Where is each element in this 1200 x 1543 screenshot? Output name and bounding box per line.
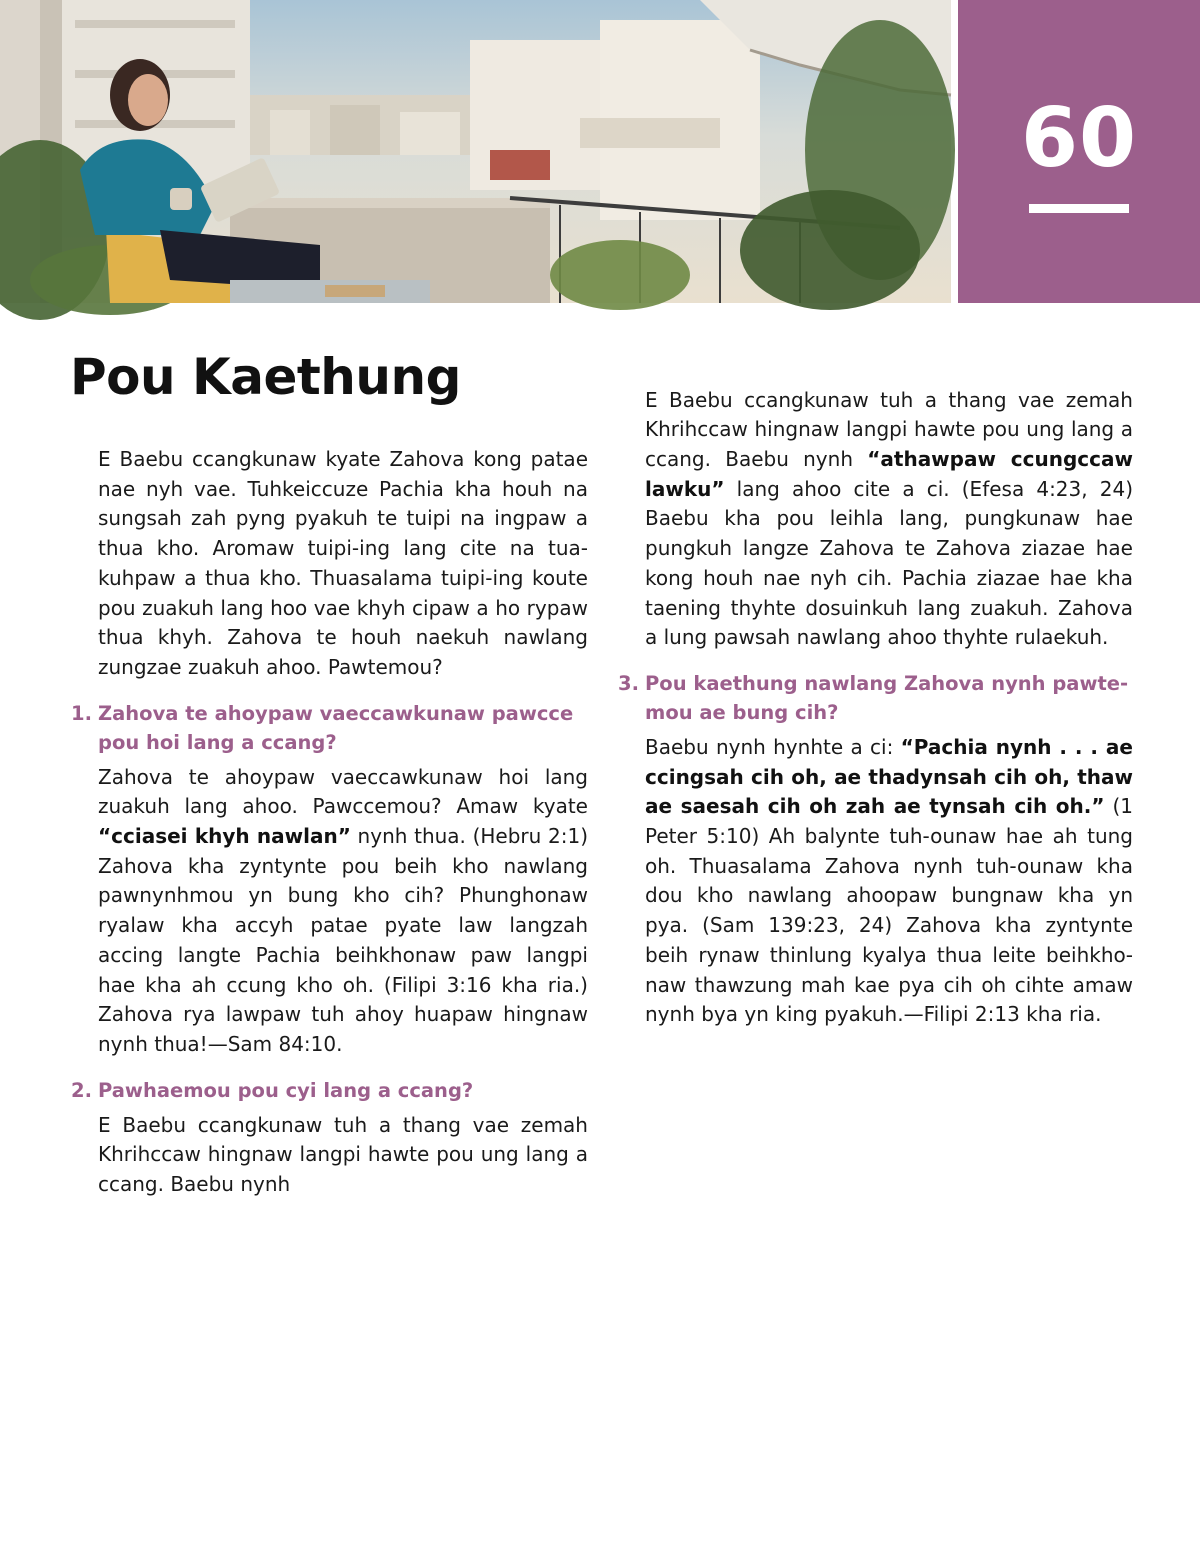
question-3-number: 3. xyxy=(618,671,639,695)
hero-photo xyxy=(0,0,951,303)
answer-3 xyxy=(645,733,1133,1030)
question-1-number: 1. xyxy=(71,701,92,725)
answer-3-quote: “Pachia nynh . . . ae ccingsah cih oh, ae thadynsah cih oh, thaw ae saesah cih oh zah ae tynsah cih oh.” xyxy=(645,734,1133,819)
column-right xyxy=(618,387,1133,1030)
answer-1 xyxy=(98,763,588,1060)
answer-2-part1 xyxy=(98,1111,588,1197)
intro-paragraph: E Baebu ccangkunaw kyate Zahova kong patae nae nyh vae. Tuhkeiccuze Pachia kha houh na sungsah zah pyng pyakuh te tuipi na ingpaw a thua kho. Aromaw tuipi-ing lang cite na tuakuhpaw a thua kho. Thuasalama tuipi-ing koute pou zuakuh lang hoo vae khyh cipaw a ho rypaw thua khyh. Zahova te houh naekuh nawlang zungzae zuakuh ahoo. Pawtemou? xyxy=(98,447,588,679)
answer-3-text-cont: (1 Peter 5:10) Ah balynte tuh-ounaw hae ah tung oh. Thuasalama Zahova nynh tuh-ounaw kha dou kho nawlang ahoopaw bungnaw kha yn pya. (Sam 139:23, 24) Zahova kha zyntynte beih rynaw thinlung kyalya thua leite beihkhonaw thawzung mah kae pya cih oh cihte amaw nynh bya yn king pyakuh.—Filipi 2:13 kha ria. xyxy=(645,794,1133,1027)
answer-2-text-tail: E Baebu ccangkunaw tuh a thang vae zemah Khrihccaw hingnaw langpi hawte pou ung lang a ccang. Baebu nynh xyxy=(645,387,1133,472)
answer-2-text-cont: lang ahoo cite a ci. (Efesa 4:23, 24) Baebu kha pou leihla lang, pungkunaw hae pungkuh langze Zahova te Zahova ziazae hae kong houh nae nyh cih. Pachia ziazae hae kha taening thyhte dosuinkuh lang zuakuh. Zahova a lung pawsah nawlang ahoo thyhte rulaekuh. xyxy=(645,476,1133,650)
question-2 xyxy=(71,1076,588,1105)
answer-1-text: Zahova te ahoypaw vaeccawkunaw hoi lang zuakuh lang ahoo. Pawccemou? Amaw kyate xyxy=(98,764,588,819)
balcony-city-illustration xyxy=(0,0,951,303)
answer-2-part2 xyxy=(645,386,1133,653)
page-title: Pou Kaethung xyxy=(70,348,461,406)
question-2-text: Pawhaemou pou cyi lang a ccang? xyxy=(98,1078,474,1102)
question-1-text: Zahova te ahoypaw vaeccawkunaw pawcce pou hoi lang a ccang? xyxy=(98,701,574,754)
answer-1-quote: “cciasei khyh nawlan” xyxy=(98,824,351,849)
question-1 xyxy=(71,699,588,757)
answer-2-text: E Baebu ccangkunaw tuh a thang vae zemah Khrihccaw hingnaw langpi hawte pou ung lang a ccang. Baebu nynh xyxy=(98,1112,588,1197)
question-3 xyxy=(618,669,1133,727)
question-2-number: 2. xyxy=(71,1078,92,1102)
lesson-number-underline xyxy=(1029,204,1129,213)
answer-1-text-cont: nynh thua. (Hebru 2:1) Zahova kha zyntynte pou beih kho nawlang pawnynhmou yn bung kho cih? Phunghonaw ryalaw kha accyh patae pyate law langzah accing langte Pachia beihkhonaw paw langpi hae kha ah ccung kho oh. (Filipi 3:16 kha ria.) Zahova rya lawpaw tuh ahoy huapaw hingnaw nynh thua!—Sam 84:10. xyxy=(98,824,588,1056)
question-3-text: Pou kaethung nawlang Zahova nynh pawtemou ae bung cih? xyxy=(645,671,1129,724)
lesson-number-panel xyxy=(958,0,1200,303)
lesson-number: 60 xyxy=(1020,91,1138,186)
answer-3-text: Baebu nynh hynhte a ci: xyxy=(645,734,901,759)
column-left xyxy=(71,445,588,1197)
answer-2-quote: “athawpaw ccungccaw lawku” xyxy=(645,447,1133,501)
